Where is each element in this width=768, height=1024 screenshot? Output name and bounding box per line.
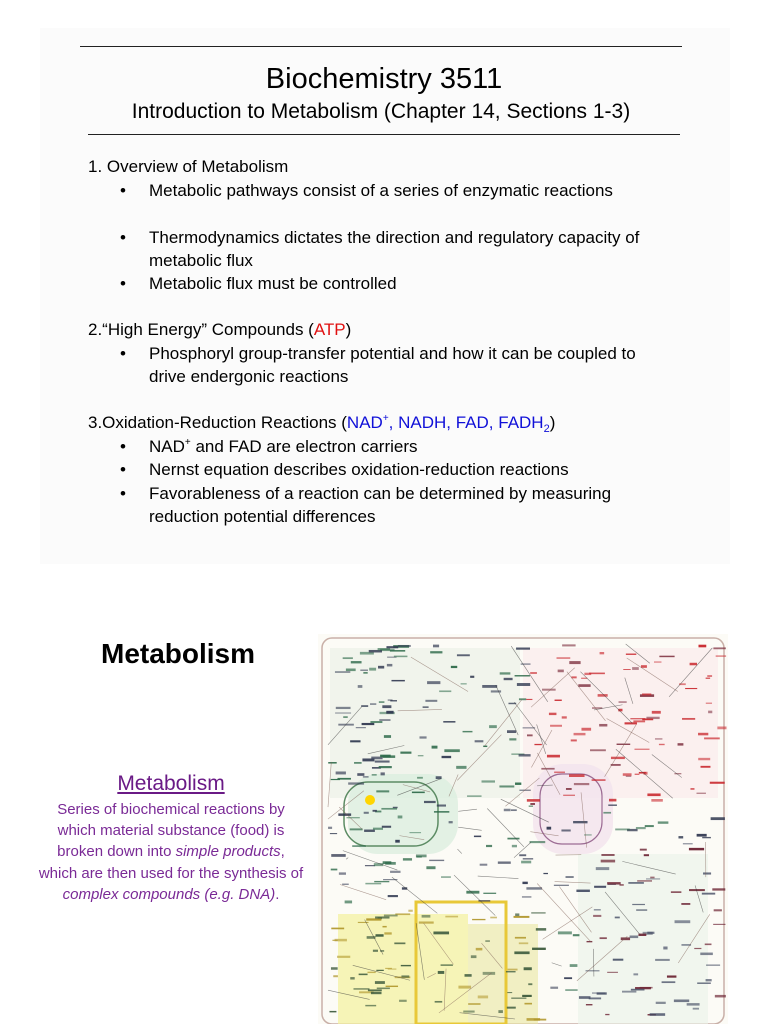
section-1-bullet-1: • Metabolic pathways consist of a series of enzymatic reactions bbox=[120, 179, 640, 202]
metabolism-definition: Series of biochemical reactions by which material substance (food) is broken down into simple products, which are then used for the synthesis of complex compounds (e.g. DNA). bbox=[38, 801, 304, 903]
section-2-heading: 2.“High Energy” Compounds (ATP) bbox=[88, 320, 352, 339]
section-3-heading: 3.Oxidation-Reduction Reactions (NAD+, NADH, FAD, $FADH_2$) bbox=[88, 413, 556, 435]
bullet-marker: • bbox=[120, 274, 126, 293]
cofactor-highlight: NAD+, NADH, FAD, $FADH_2$ bbox=[346, 413, 550, 435]
section-2-bullet-1: • Phosphoryl group-transfer potential and how it can be coupled to drive endergonic reactions bbox=[120, 344, 636, 387]
top-divider bbox=[80, 46, 682, 47]
section-3-bullet-2: • Nernst equation describes oxidation-reduction reactions bbox=[120, 458, 640, 481]
section-3-bullet-1: • NAD+ and FAD are electron carriers bbox=[120, 435, 640, 458]
section-1-bullet-2: • Thermodynamics dictates the direction and regulatory capacity of metabolic flux bbox=[120, 228, 640, 271]
metabolism-term-link[interactable]: Metabolism bbox=[117, 772, 225, 795]
atp-highlight: ATP bbox=[313, 320, 346, 339]
section-1-heading: 1. Overview of Metabolism bbox=[88, 157, 289, 176]
slide-2-title: Metabolism bbox=[101, 638, 256, 669]
bullet-marker: • bbox=[120, 228, 126, 247]
bullet-marker: • bbox=[120, 484, 126, 503]
bullet-marker: • bbox=[120, 437, 126, 456]
course-subtitle: Introduction to Metabolism (Chapter 14, Sections 1-3) bbox=[131, 100, 631, 123]
section-1-bullet-3: • Metabolic flux must be controlled bbox=[120, 272, 640, 295]
section-3-bullet-3: • Favorableness of a reaction can be determined by measuring reduction potential differences bbox=[120, 484, 612, 527]
subtitle-divider bbox=[88, 134, 680, 135]
metabolic-pathways-map-image bbox=[318, 634, 728, 1024]
course-title: Biochemistry 3511 bbox=[265, 63, 503, 95]
bullet-marker: • bbox=[120, 344, 126, 363]
bullet-marker: • bbox=[120, 460, 126, 479]
bullet-marker: • bbox=[120, 181, 126, 200]
